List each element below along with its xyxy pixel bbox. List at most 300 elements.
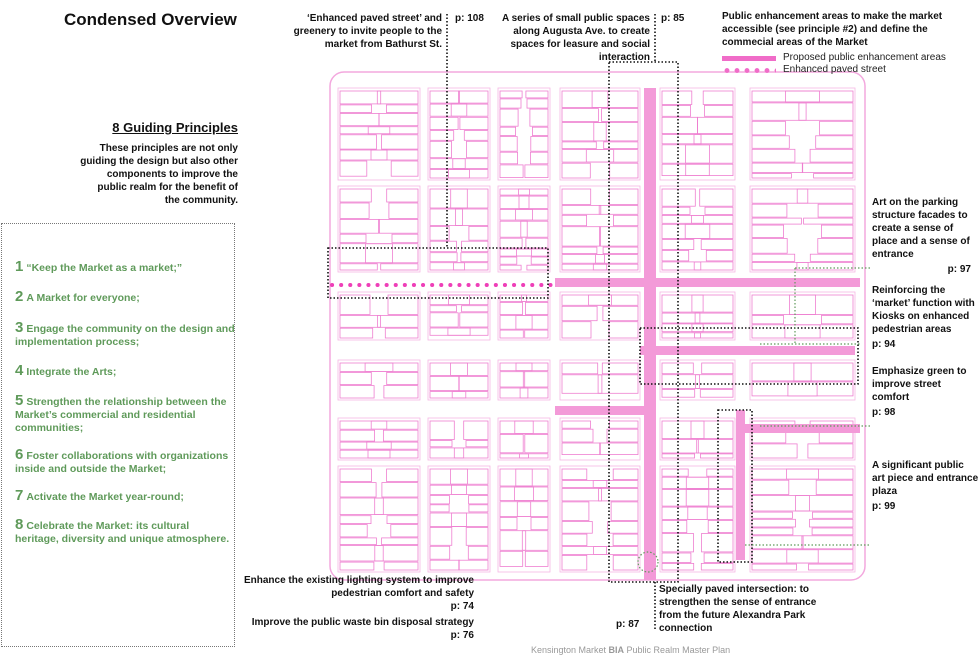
legend-row-solid [722,52,978,64]
building [452,392,488,398]
building [706,250,733,261]
building [340,91,381,104]
building [592,91,638,108]
building [810,519,854,527]
building [392,234,418,243]
building [662,117,697,133]
building [662,215,704,223]
page-ref: p: 94 [872,339,896,350]
building [516,249,548,256]
building [752,536,803,549]
building [377,91,418,104]
building [613,469,638,480]
building [500,388,528,398]
building [609,322,638,338]
building [340,372,371,384]
building [752,550,818,563]
building [752,163,803,172]
building [818,239,853,254]
principle-item: 8 Celebrate the Market: its cultural heritage, diversity and unique atmosphere. [15,516,230,545]
building [613,215,638,225]
building [531,518,548,530]
building [454,448,488,458]
building [469,226,488,240]
building [686,477,733,488]
building [702,363,733,374]
building [662,313,700,323]
building [808,444,853,458]
building [600,443,638,455]
building [340,430,375,441]
principle-item: 5 Strengthen the relationship between the Market’s commercial and residential communities; [15,392,227,434]
page-ref: p: 108 [455,13,484,24]
building [517,502,548,517]
building [365,363,418,371]
building [460,117,488,129]
principle-item: 2 A Market for everyone; [15,288,140,305]
building [378,315,418,327]
page-ref: p: 85 [661,13,685,24]
building [662,469,688,476]
building [662,106,691,117]
building [385,328,418,338]
building [602,363,638,374]
building [340,421,387,429]
building [522,531,548,551]
bottom-left-annotations [208,574,474,642]
building [430,263,465,270]
building [752,363,811,381]
building [500,196,529,208]
building [752,519,796,527]
building [609,189,638,205]
page-ref: p: 98 [872,407,896,418]
building [787,469,853,479]
building [387,372,418,384]
building [752,103,806,120]
building [662,250,689,261]
building [379,114,418,126]
building [367,442,418,449]
building [662,91,692,105]
building [514,487,548,501]
building [500,152,518,164]
building [500,209,533,220]
building [467,141,489,157]
building [696,375,733,389]
legend-heading: Public enhancement areas to make the market accessible (see principle #2) and define the commecial areas of the Market [722,11,943,48]
building [599,489,639,501]
building [662,553,691,563]
building [340,219,379,233]
building [500,531,526,551]
building [752,204,787,217]
building [692,215,734,223]
building [821,316,853,324]
building [802,163,853,172]
building [562,264,607,270]
building [752,316,784,324]
building [430,546,450,559]
building [708,520,733,532]
building [796,496,854,512]
city-block [560,466,640,572]
building [430,253,457,262]
building [562,123,606,141]
building [469,496,488,504]
building [451,189,488,208]
building [430,528,452,546]
building [430,295,469,305]
building [752,564,797,570]
building [500,109,518,126]
building [448,328,488,335]
building [500,434,523,452]
building [340,483,376,497]
building [430,328,470,335]
building [662,207,690,214]
building [562,189,591,205]
building [662,240,694,250]
building [526,91,548,98]
building [456,209,489,226]
principle-item: 6 Foster collaborations with organizations inside and outside the Market; [15,446,229,475]
building [430,560,459,570]
building [371,421,418,429]
building [520,454,548,458]
building [562,481,607,488]
building [340,127,390,134]
building [812,528,853,535]
principle-item: 1 “Keep the Market as a market;” [15,258,183,275]
building [340,516,371,524]
building [818,204,853,217]
building [794,363,853,381]
building [500,265,521,270]
building [382,135,418,149]
building [523,372,548,387]
building [613,534,638,546]
building [593,481,638,488]
building [752,189,808,203]
building [752,225,784,237]
building [384,562,418,570]
building [391,525,418,537]
building [386,105,418,113]
building [453,159,488,169]
building [500,502,531,517]
building [368,127,418,134]
building [562,150,614,163]
building [821,225,853,237]
building [530,109,548,126]
building [562,375,602,394]
building [371,150,418,160]
city-block [750,360,855,400]
building [460,313,488,327]
building [662,520,687,532]
building [430,117,458,129]
building [449,295,488,305]
building [500,330,523,338]
building [810,254,853,261]
building [340,264,377,270]
building [340,105,372,113]
building [340,114,379,126]
building [752,325,820,338]
building [704,106,733,117]
legend-dotted-swatch [722,68,776,73]
principles-list [1,223,235,647]
annotation-parking: Art on the parking structure facades to create a sense of place and a sense of entrance [872,197,970,260]
building [388,295,418,314]
principles-description: These principles are not only guiding the design but also other components to improve the public realm for the benefit of the community. [80,143,238,206]
building [500,551,523,566]
building [692,324,733,332]
building [368,450,418,458]
city-block [338,360,420,400]
building [459,376,488,390]
building [525,434,548,452]
building [531,137,548,152]
building [701,240,733,250]
building-blocks [338,88,855,572]
building [752,469,818,479]
building [797,189,853,203]
legend-solid-swatch [722,56,776,61]
building [813,512,854,518]
building [340,203,369,218]
city-block [498,466,550,572]
building [809,564,854,570]
building [562,295,611,305]
building [430,513,467,527]
building [608,522,638,534]
city-block [498,88,550,180]
building [430,170,470,179]
building [468,546,488,559]
page-ref: p: 74 [450,601,474,612]
building [596,255,638,264]
building [662,295,703,312]
building [340,135,376,149]
annotation-bathurst: ‘Enhanced paved street’ and greenery to invite people to the market from Bathurst St. [293,13,442,50]
building [451,104,488,116]
building [340,328,373,338]
page-title: Condensed Overview [64,10,237,29]
building [562,247,597,254]
building [500,137,517,152]
building [752,239,787,254]
right-annotations [872,196,979,521]
building [387,469,418,482]
page-ref: p: 87 [616,619,640,630]
building [430,241,456,252]
building [686,490,733,507]
building [752,174,791,179]
building [430,392,466,398]
city-block [660,186,735,272]
principle-item: 3 Engage the community on the design and implementation process; [15,319,235,348]
building [466,441,488,447]
building [430,363,468,375]
building [700,189,733,206]
building [613,555,638,570]
legend-dotted-label: Enhanced paved street [783,64,886,75]
building [662,135,701,144]
building [466,528,488,546]
city-block [338,292,420,340]
building [752,218,801,224]
building [816,136,853,149]
building [500,302,523,314]
city-block [750,292,855,340]
building [527,99,548,108]
building [662,262,701,270]
building [562,534,587,546]
building [562,306,597,320]
legend-row-dotted [722,64,978,76]
annotation-intersection: Specially paved intersection: to strengthen the sense of entrance from the future Alexandra Park connection [659,584,817,634]
building [453,263,488,270]
building [799,103,853,120]
building [752,295,816,315]
building [789,295,853,315]
building [562,206,601,215]
building [562,502,589,521]
building [589,295,638,305]
city-block [560,88,640,180]
building [752,512,793,518]
building [530,152,548,164]
building [500,238,522,248]
building [586,150,638,163]
building [430,131,454,141]
building [448,170,488,179]
building [340,538,376,545]
building [340,562,374,570]
building [705,207,733,214]
building [562,555,587,570]
building [526,238,548,248]
building [340,546,383,562]
building [451,469,489,484]
building [375,498,418,515]
building [752,444,797,458]
building [662,507,707,519]
city-block [498,186,550,272]
page-ref: p: 99 [872,501,896,512]
building [500,127,516,135]
building [562,255,604,264]
building [464,131,488,141]
building [430,469,468,484]
building [340,244,392,263]
building [430,505,449,512]
building [500,372,525,387]
building [430,421,454,440]
building [752,496,810,512]
building [804,218,853,224]
building [340,525,367,537]
city-block [428,466,490,572]
building [662,490,709,507]
building [459,560,488,570]
building [519,189,548,195]
building [611,502,638,521]
building [527,265,548,270]
building [430,141,452,157]
footer-caption: Kensington Market BIA Public Realm Master Plan [531,645,731,655]
building [500,91,522,98]
building [340,189,371,202]
callout-leaders [638,268,870,572]
building [515,421,548,433]
building [562,109,598,122]
building [662,375,699,389]
building [500,487,534,501]
building [797,262,853,270]
building [430,306,456,312]
building [521,221,548,237]
building [562,363,598,374]
building [430,376,459,390]
annotation-augusta: A series of small public spaces along Augusta Ave. to create spaces for leasure and social interaction [501,13,650,63]
building [379,219,418,233]
city-block [660,360,735,400]
building [430,313,458,327]
city-block [750,186,855,272]
building [752,528,793,535]
building [562,469,587,480]
building [810,149,853,162]
building [384,386,418,398]
building [752,121,785,135]
building [662,477,709,488]
building [525,330,548,338]
building [340,386,374,398]
building [603,306,638,320]
building [593,264,638,270]
building [814,174,853,179]
building [700,454,733,458]
building [703,91,733,105]
city-block [560,186,640,272]
building [469,505,488,512]
annotation-art: A significant public art piece and entrance plaza [872,460,979,497]
building [451,513,488,527]
building [662,224,710,238]
building [562,443,600,455]
annotation-group-kiosks [872,284,979,351]
building [598,375,638,394]
building [599,206,638,215]
building [695,313,733,323]
page-ref: p: 76 [450,630,474,641]
building [531,257,548,264]
building [430,104,467,116]
building [698,117,733,133]
building [752,262,808,270]
building [340,315,380,327]
annotation-group-art [872,459,979,513]
building [430,189,467,208]
city-block [428,186,490,272]
building [752,480,789,494]
building [389,203,418,218]
building [462,241,488,252]
building [430,496,449,504]
